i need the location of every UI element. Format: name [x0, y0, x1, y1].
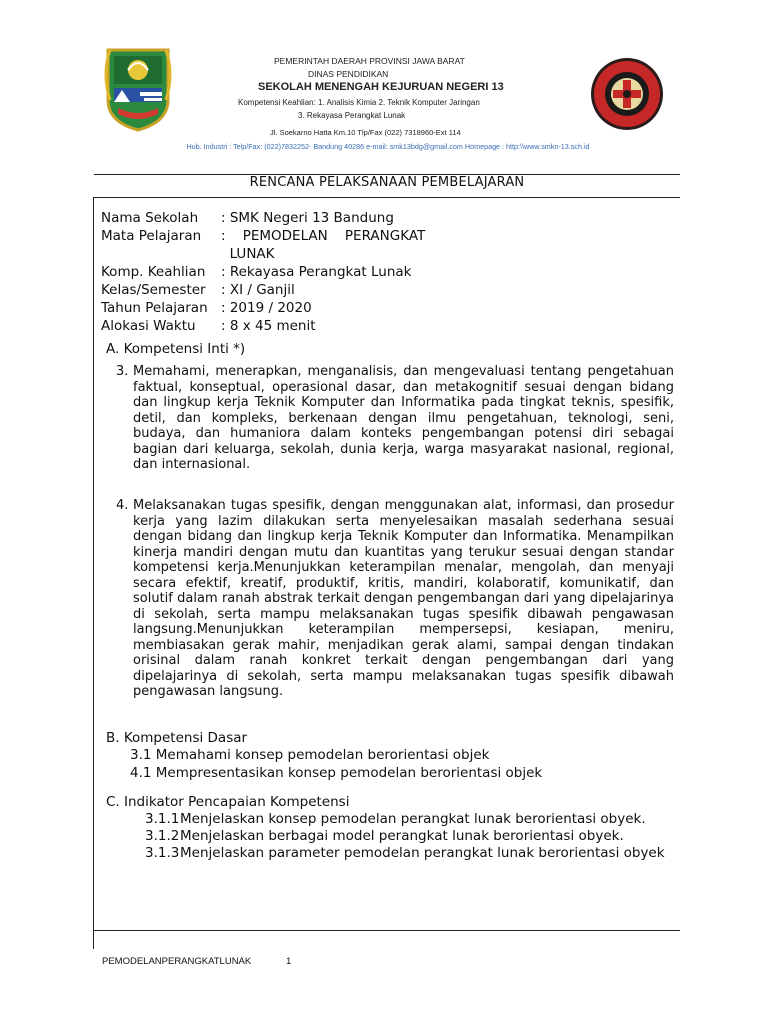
identity-label: Nama Sekolah — [101, 210, 199, 226]
identity-value: : PEMODELAN PERANGKAT — [221, 228, 426, 244]
identity-label: Kelas/Semester — [101, 282, 206, 298]
document-title: RENCANA PELAKSANAAN PEMBELAJARAN — [249, 175, 525, 190]
letterhead-competency-line-2: 3. Rekayasa Perangkat Lunak — [298, 111, 406, 120]
rule-bottom — [94, 930, 680, 931]
indicator-text: Menjelaskan berbagai model perangkat lunak berorientasi obyek. — [180, 828, 624, 844]
identity-label: Mata Pelajaran — [101, 228, 202, 244]
letterhead-contact: Hub. Industri : Telp/Fax: (022)7832252- Bandung 40286 e-mail: smk13bdg@gmail.com Homepage : http:\\www.smkn-13.sch.id — [186, 142, 590, 151]
west-java-emblem-icon — [100, 44, 176, 132]
section-c-heading: C. Indikator Pencapaian Kompetensi — [106, 794, 350, 810]
smkn13-logo-icon — [586, 56, 668, 132]
letterhead-government-line: PEMERINTAH DAERAH PROVINSI JAWA BARAT — [274, 56, 465, 66]
rule-title — [94, 197, 680, 198]
identity-value: : 2019 / 2020 — [221, 300, 312, 316]
section-a-heading: A. Kompetensi Inti *) — [106, 341, 246, 357]
core-competency-text: Melaksanakan tugas spesifik, dengan menggunakan alat, informasi, dan prosedur kerja yang lazim dilakukan serta menyelesaikan masalah sederhana sesuai dengan bidang dan lingkup kerja Teknik Komputer dan Informatika. Menampilkan kinerja mandiri dengan mutu dan kuantitas yang terukur sesuai dengan standar kompetensi kerja.Menunjukkan keterampilan menalar, mengolah, dan menyaji secara efektif, kreatif, produktif, kritis, mandiri, kolaboratif, komunikatif, dan solutif dalam ranah abstrak terkait dengan pengembangan dari yang dipelajarinya di sekolah, serta mampu melaksanakan tugas spesifik dibawah pengawasan langsung.Menunjukkan keterampilan mempersepsi, kesiapan, meniru, membiasakan gerak mahir, menjadikan gerak alami, sampai dengan tindakan orisinal dalam ranah konkret terkait dengan pengembangan dari yang dipelajarinya di sekolah, serta mampu melaksanakan tugas spesifik dibawah pengawasan langsung. — [133, 498, 674, 699]
identity-value: : SMK Negeri 13 Bandung — [221, 210, 394, 226]
core-competency-number: 3. — [116, 364, 129, 379]
footer-text: PEMODELANPERANGKATLUNAK — [102, 956, 252, 967]
indicator-number: 3.1.3 — [145, 845, 180, 861]
identity-value: : XI / Ganjil — [221, 282, 295, 298]
identity-value: LUNAK — [221, 246, 275, 262]
core-competency-text: Memahami, menerapkan, menganalisis, dan mengevaluasi tentang pengetahuan faktual, konseptual, operasional dasar, dan metakognitif sesuai dengan bidang dan lingkup kerja Teknik Komputer dan Informatika pada tingkat teknis, spesifik, detil, dan kompleks, berkenaan dengan ilmu pengetahuan, teknologi, seni, budaya, dan humaniora dalam konteks pengembangan potensi diri sebagai bagian dari keluarga, sekolah, dunia kerja, warga masyarakat nasional, regional, dan internasional. — [133, 364, 674, 472]
core-competency-number: 4. — [116, 498, 129, 513]
identity-label: Tahun Pelajaran — [101, 300, 208, 316]
indicator-text: Menjelaskan konsep pemodelan perangkat lunak berorientasi obyek. — [180, 811, 646, 827]
basic-competency-item: 4.1 Mempresentasikan konsep pemodelan berorientasi objek — [130, 765, 543, 781]
letterhead-competency-line: Kompetensi Keahlian: 1. Analisis Kimia 2. Teknik Komputer Jaringan — [238, 98, 480, 107]
identity-value: : 8 x 45 menit — [221, 318, 316, 334]
letterhead-address: Jl. Soekarno Hatta Km.10 Tlp/Fax (022) 7318960-Ext 114 — [270, 128, 461, 137]
identity-table — [101, 209, 481, 339]
page-number: 1 — [286, 956, 292, 967]
basic-competency-item: 3.1 Memahami konsep pemodelan berorientasi objek — [130, 747, 490, 763]
rule-left-margin — [93, 197, 94, 949]
section-b-heading: B. Kompetensi Dasar — [106, 730, 248, 746]
indicator-number: 3.1.1 — [145, 811, 180, 827]
identity-value: : Rekayasa Perangkat Lunak — [221, 264, 412, 280]
identity-label: Komp. Keahlian — [101, 264, 206, 280]
letterhead-department-line: DINAS PENDIDIKAN — [308, 69, 389, 79]
indicator-text: Menjelaskan parameter pemodelan perangkat lunak berorientasi obyek — [180, 845, 665, 861]
identity-label: Alokasi Waktu — [101, 318, 196, 334]
letterhead-school-name: SEKOLAH MENENGAH KEJURUAN NEGERI 13 — [258, 81, 504, 93]
indicator-number: 3.1.2 — [145, 828, 180, 844]
